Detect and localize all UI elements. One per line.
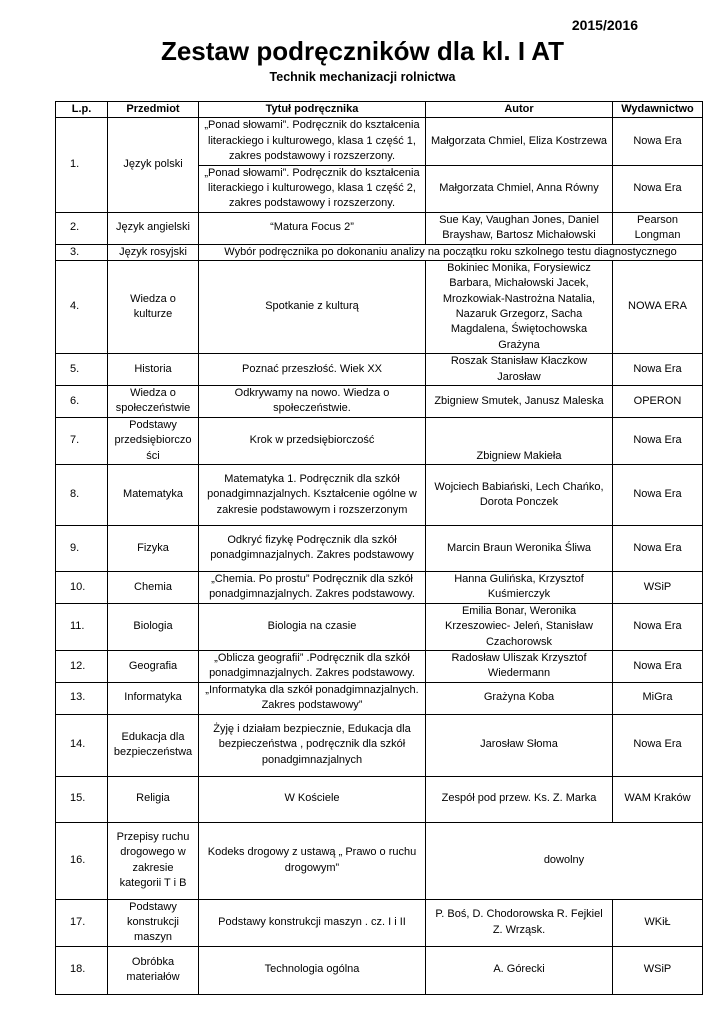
cell-publisher: Nowa Era bbox=[613, 525, 703, 571]
header-publisher: Wydawnictwo bbox=[613, 102, 703, 118]
table-row bbox=[56, 603, 703, 650]
table-row bbox=[56, 682, 703, 714]
cell-publisher: Nowa Era bbox=[613, 603, 703, 650]
cell-lp: 17. bbox=[56, 899, 108, 946]
cell-note: Wybór podręcznika po dokonaniu analizy na początku roku szkolnego testu diagnostycznego bbox=[199, 244, 703, 260]
table-header-row bbox=[56, 102, 703, 118]
table-row bbox=[56, 118, 703, 165]
cell-publisher: NOWA ERA bbox=[613, 260, 703, 353]
header-title: Tytuł podręcznika bbox=[199, 102, 426, 118]
cell-publisher: MiGra bbox=[613, 682, 703, 714]
cell-subject: Geografia bbox=[108, 650, 199, 682]
cell-subject: Historia bbox=[108, 354, 199, 386]
cell-author: Emilia Bonar, Weronika Krzeszowiec- Jeleń, Stanisław Czachorowsk bbox=[426, 603, 613, 650]
cell-subject: Chemia bbox=[108, 571, 199, 603]
cell-subject: Podstawy konstrukcji maszyn bbox=[108, 899, 199, 946]
cell-title: Technologia ogólna bbox=[199, 946, 426, 994]
cell-author: Małgorzata Chmiel, Eliza Kostrzewa bbox=[426, 118, 613, 165]
cell-subject: Język rosyjski bbox=[108, 244, 199, 260]
cell-author: Radosław Uliszak Krzysztof Wiedermann bbox=[426, 650, 613, 682]
cell-lp: 18. bbox=[56, 946, 108, 994]
cell-author: Jarosław Słoma bbox=[426, 714, 613, 776]
cell-title: „Oblicza geografii” .Podręcznik dla szkół ponadgimnazjalnych. Zakres podstawowy. bbox=[199, 650, 426, 682]
table-row bbox=[56, 822, 703, 899]
cell-lp: 5. bbox=[56, 354, 108, 386]
table-row bbox=[56, 714, 703, 776]
cell-lp: 1. bbox=[56, 118, 108, 212]
table-row bbox=[56, 571, 703, 603]
cell-publisher: Pearson Longman bbox=[613, 212, 703, 244]
cell-title: Odkryć fizykę Podręcznik dla szkół ponadgimnazjalnych. Zakres podstawowy bbox=[199, 525, 426, 571]
cell-author: P. Boś, D. Chodorowska R. Fejkiel Z. Wrząsk. bbox=[426, 899, 613, 946]
cell-publisher: Nowa Era bbox=[613, 714, 703, 776]
header-subject: Przedmiot bbox=[108, 102, 199, 118]
school-year: 2015/2016 bbox=[571, 17, 638, 33]
cell-subject: Informatyka bbox=[108, 682, 199, 714]
cell-subject: Wiedza o społeczeństwie bbox=[108, 386, 199, 418]
cell-publisher: OPERON bbox=[613, 386, 703, 418]
cell-lp: 9. bbox=[56, 525, 108, 571]
cell-publisher: Nowa Era bbox=[613, 650, 703, 682]
cell-author: dowolny bbox=[426, 822, 703, 899]
document-title: Zestaw podręczników dla kl. I AT bbox=[160, 36, 565, 66]
cell-title: Podstawy konstrukcji maszyn . cz. I i II bbox=[199, 899, 426, 946]
table-row bbox=[56, 650, 703, 682]
cell-publisher: Nowa Era bbox=[613, 165, 703, 212]
cell-lp: 6. bbox=[56, 386, 108, 418]
cell-author: Marcin Braun Weronika Śliwa bbox=[426, 525, 613, 571]
table-row bbox=[56, 525, 703, 571]
cell-author: Bokiniec Monika, Forysiewicz Barbara, Michałowski Jacek, Mrozkowiak-Nastrożna Natalia, Nazaruk Grzegorz, Sacha Magdalena, Świętochowska Grażyna bbox=[426, 260, 613, 353]
cell-author: Zespół pod przew. Ks. Z. Marka bbox=[426, 776, 613, 822]
table-row bbox=[56, 244, 703, 260]
table-row bbox=[56, 464, 703, 525]
cell-author: Grażyna Koba bbox=[426, 682, 613, 714]
cell-title: “Matura Focus 2” bbox=[199, 212, 426, 244]
cell-title: Matematyka 1. Podręcznik dla szkół ponadgimnazjalnych. Kształcenie ogólne w zakresie podstawowym i rozszerzonym bbox=[199, 464, 426, 525]
cell-subject: Wiedza o kulturze bbox=[108, 260, 199, 353]
table-row bbox=[56, 946, 703, 994]
table-row bbox=[56, 354, 703, 386]
header-lp: L.p. bbox=[56, 102, 108, 118]
cell-subject: Podstawy przedsiębiorczo ści bbox=[108, 417, 199, 464]
textbook-table bbox=[55, 101, 703, 995]
cell-subject: Obróbka materiałów bbox=[108, 946, 199, 994]
document-subtitle: Technik mechanizacji rolnictwa bbox=[269, 70, 456, 84]
cell-lp: 16. bbox=[56, 822, 108, 899]
cell-title: „Chemia. Po prostu” Podręcznik dla szkół ponadgimnazjalnych. Zakres podstawowy. bbox=[199, 571, 426, 603]
cell-title: Kodeks drogowy z ustawą „ Prawo o ruchu drogowym” bbox=[199, 822, 426, 899]
cell-author: A. Górecki bbox=[426, 946, 613, 994]
cell-author: Hanna Gulińska, Krzysztof Kuśmierczyk bbox=[426, 571, 613, 603]
table-row bbox=[56, 899, 703, 946]
cell-subject: Edukacja dla bezpieczeństwa bbox=[108, 714, 199, 776]
cell-subject: Biologia bbox=[108, 603, 199, 650]
cell-lp: 2. bbox=[56, 212, 108, 244]
cell-lp: 4. bbox=[56, 260, 108, 353]
cell-title: „Ponad słowami”. Podręcznik do kształcenia literackiego i kulturowego, klasa 1 część 1, zakres podstawowy i rozszerzony. bbox=[199, 118, 426, 165]
table-row bbox=[56, 260, 703, 353]
cell-author: Wojciech Babiański, Lech Chańko, Dorota Ponczek bbox=[426, 464, 613, 525]
cell-subject: Religia bbox=[108, 776, 199, 822]
cell-subject: Matematyka bbox=[108, 464, 199, 525]
cell-subject: Język angielski bbox=[108, 212, 199, 244]
cell-publisher: Nowa Era bbox=[613, 118, 703, 165]
cell-subject: Przepisy ruchu drogowego w zakresie kategorii T i B bbox=[108, 822, 199, 899]
cell-lp: 8. bbox=[56, 464, 108, 525]
cell-title: Poznać przeszłość. Wiek XX bbox=[199, 354, 426, 386]
cell-publisher: WKiŁ bbox=[613, 899, 703, 946]
cell-lp: 14. bbox=[56, 714, 108, 776]
cell-author: Zbigniew Smutek, Janusz Maleska bbox=[426, 386, 613, 418]
cell-title: Spotkanie z kulturą bbox=[199, 260, 426, 353]
cell-publisher: Nowa Era bbox=[613, 354, 703, 386]
cell-publisher: Nowa Era bbox=[613, 464, 703, 525]
cell-lp: 11. bbox=[56, 603, 108, 650]
cell-lp: 7. bbox=[56, 417, 108, 464]
table-row bbox=[56, 776, 703, 822]
cell-author: Roszak Stanisław Kłaczkow Jarosław bbox=[426, 354, 613, 386]
cell-author: Zbigniew Makieła bbox=[426, 417, 613, 464]
cell-title: Odkrywamy na nowo. Wiedza o społeczeństwie. bbox=[199, 386, 426, 418]
cell-author: Sue Kay, Vaughan Jones, Daniel Brayshaw, Bartosz Michałowski bbox=[426, 212, 613, 244]
cell-publisher: WSiP bbox=[613, 571, 703, 603]
cell-subject: Język polski bbox=[108, 118, 199, 212]
cell-title: W Kościele bbox=[199, 776, 426, 822]
cell-title: „Informatyka dla szkół ponadgimnazjalnych. Zakres podstawowy” bbox=[199, 682, 426, 714]
cell-publisher: WSiP bbox=[613, 946, 703, 994]
cell-publisher: WAM Kraków bbox=[613, 776, 703, 822]
cell-title: Biologia na czasie bbox=[199, 603, 426, 650]
header-author: Autor bbox=[426, 102, 613, 118]
cell-lp: 15. bbox=[56, 776, 108, 822]
cell-publisher: Nowa Era bbox=[613, 417, 703, 464]
table-row bbox=[56, 386, 703, 418]
cell-title: „Ponad słowami”. Podręcznik do kształcenia literackiego i kulturowego, klasa 1 część 2, zakres podstawowy i rozszerzony. bbox=[199, 165, 426, 212]
cell-title: Żyję i działam bezpiecznie, Edukacja dla bezpieczeństwa , podręcznik dla szkół ponadgimnazjalnych bbox=[199, 714, 426, 776]
cell-lp: 13. bbox=[56, 682, 108, 714]
table-row bbox=[56, 417, 703, 464]
cell-author: Małgorzata Chmiel, Anna Równy bbox=[426, 165, 613, 212]
cell-lp: 3. bbox=[56, 244, 108, 260]
table-row bbox=[56, 212, 703, 244]
cell-lp: 12. bbox=[56, 650, 108, 682]
cell-subject: Fizyka bbox=[108, 525, 199, 571]
cell-lp: 10. bbox=[56, 571, 108, 603]
cell-title: Krok w przedsiębiorczość bbox=[199, 417, 426, 464]
